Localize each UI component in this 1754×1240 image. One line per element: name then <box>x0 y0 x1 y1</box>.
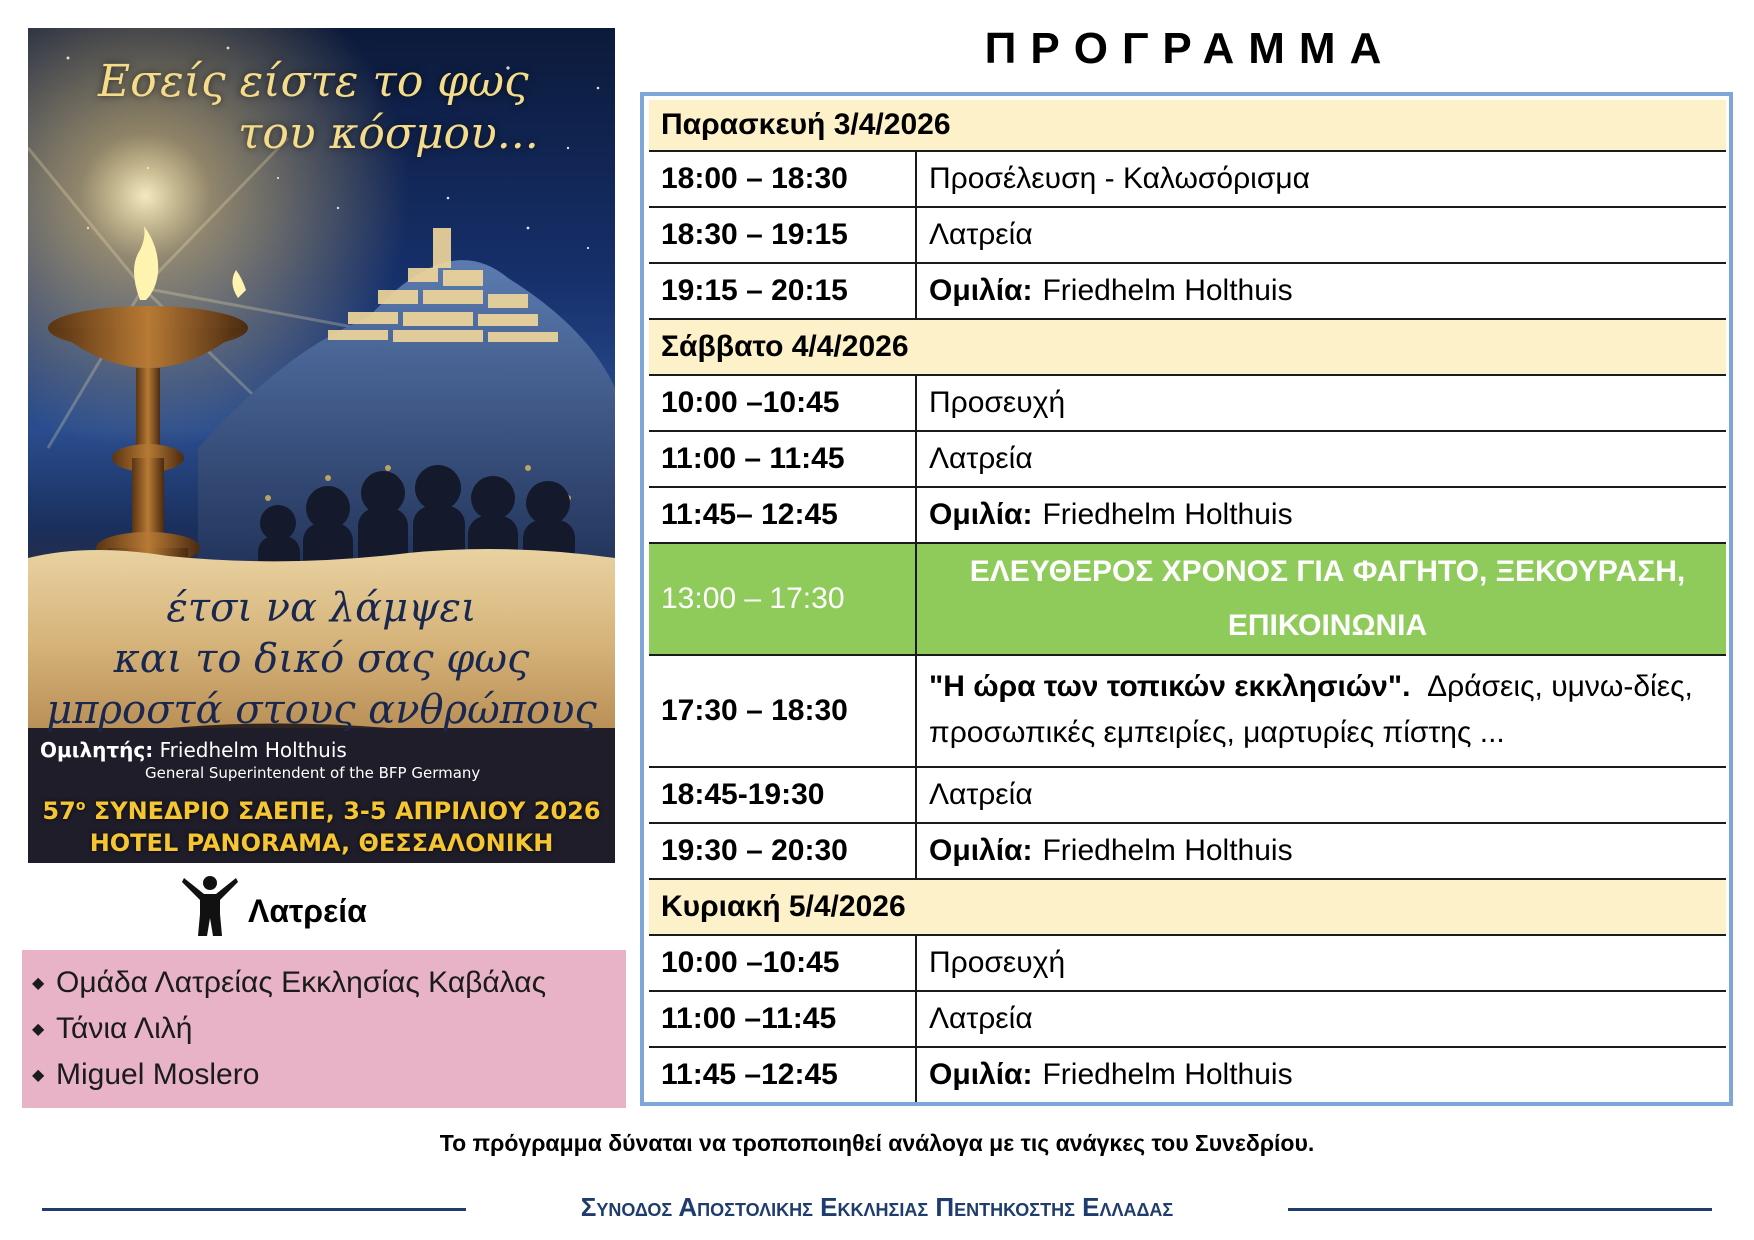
session-description <box>917 936 1726 990</box>
poster-speaker-role: General Superintendent of the BFP Germany <box>145 764 481 782</box>
schedule-row <box>649 264 1726 320</box>
session-time: 19:30 – 20:30 <box>649 824 917 878</box>
session-description <box>917 656 1726 766</box>
session-time: 10:00 –10:45 <box>649 376 917 430</box>
schedule-row <box>649 376 1726 432</box>
session-time: 13:00 – 17:30 <box>649 544 917 654</box>
worship-team-list <box>22 950 626 1108</box>
session-description <box>917 824 1726 878</box>
session-type: Ομιλία: <box>929 498 1033 531</box>
session-text: Προσευχή <box>929 386 1066 419</box>
session-type: Ομιλία: <box>929 1058 1033 1091</box>
worship-heading <box>182 876 367 936</box>
worship-heading-label: Λατρεία <box>248 893 367 929</box>
session-text: Προσευχή <box>929 946 1066 979</box>
session-description <box>917 768 1726 822</box>
poster-conference-number: 57 <box>42 797 76 825</box>
session-text: Λατρεία <box>929 778 1033 811</box>
session-type: "Η ώρα των τοπικών εκκλησιών". <box>929 670 1411 703</box>
session-text: Friedhelm Holthuis <box>1042 274 1293 307</box>
organization-name: Συνοδος Αποστολικης Εκκλησιας Πεντηκοστης Ελλαδας <box>580 1192 1174 1222</box>
poster-title <box>98 56 558 160</box>
session-time: 18:45-19:30 <box>649 768 917 822</box>
list-item <box>32 1052 626 1098</box>
programme-note: Το πρόγραμμα δύναται να τροποποιηθεί ανάλογα με τις ανάγκες του Συνεδρίου. <box>439 1130 1315 1156</box>
session-text: Λατρεία <box>929 442 1033 475</box>
schedule-row-free-time <box>649 544 1726 656</box>
schedule-row <box>649 936 1726 992</box>
session-description <box>917 376 1726 430</box>
poster-speaker <box>40 738 600 782</box>
bullet-icon: ◆ <box>32 975 45 992</box>
session-description <box>917 1048 1726 1102</box>
poster-speaker-label: Ομιλητής: <box>40 738 154 762</box>
conference-poster <box>28 28 615 863</box>
schedule-table <box>640 92 1733 1106</box>
poster-verse-line1: έτσι να λάμψει <box>166 585 477 631</box>
poster-title-line2: του κόσμου... <box>238 108 539 159</box>
worshipper-icon <box>182 874 238 936</box>
poster-verse-line2: και το δικό σας φως <box>113 636 530 682</box>
session-time: 10:00 –10:45 <box>649 936 917 990</box>
worship-item-label: Miguel Moslero <box>56 1058 260 1091</box>
list-item <box>32 960 626 1006</box>
session-text: ΕΛΕΥΘΕΡΟΣ ΧΡΟΝΟΣ ΓΙΑ ΦΑΓΗΤΟ, ΞΕΚΟΥΡΑΣΗ, ΕΠΙΚΟΙΝΩΝΙΑ <box>969 555 1686 642</box>
session-type: Ομιλία: <box>929 834 1033 867</box>
schedule-row <box>649 992 1726 1048</box>
session-text: Προσέλευση - Καλωσόρισμα <box>929 162 1310 195</box>
session-text: Δράσεις, υμνω-δίες, προσωπικές εμπειρίες, μαρτυρίες πίστης ... <box>929 670 1693 749</box>
schedule-row <box>649 208 1726 264</box>
session-time: 11:45– 12:45 <box>649 488 917 542</box>
session-time: 19:15 – 20:15 <box>649 264 917 318</box>
schedule-row <box>649 152 1726 208</box>
poster-conference <box>28 790 615 859</box>
list-item <box>32 1006 626 1052</box>
bullet-icon: ◆ <box>32 1067 45 1084</box>
poster-conference-ordinal: ο <box>75 798 86 814</box>
session-time: 18:30 – 19:15 <box>649 208 917 262</box>
schedule-row <box>649 656 1726 768</box>
session-description <box>917 544 1726 654</box>
schedule-row <box>649 1048 1726 1102</box>
session-time: 11:00 – 11:45 <box>649 432 917 486</box>
session-text: Friedhelm Holthuis <box>1042 1058 1293 1091</box>
session-text: Λατρεία <box>929 218 1033 251</box>
session-time: 11:45 –12:45 <box>649 1048 917 1102</box>
programme-title: ΠΡΟΓΡΑΜΜΑ <box>984 24 1396 73</box>
session-text: Λατρεία <box>929 1002 1033 1035</box>
poster-title-line1: Εσείς είστε το φως <box>98 56 529 107</box>
schedule-row <box>649 432 1726 488</box>
bullet-icon: ◆ <box>32 1021 45 1038</box>
poster-speaker-name: Friedhelm Holthuis <box>159 738 347 762</box>
poster-conference-text: ΣΥΝΕΔΡΙΟ ΣΑΕΠΕ, 3-5 ΑΠΡΙΛΙΟΥ 2026 <box>85 797 601 825</box>
poster-verse-line3: μπροστά στους ανθρώπους <box>46 687 597 733</box>
session-time: 17:30 – 18:30 <box>649 656 917 766</box>
poster-venue: HOTEL PANORAMA, ΘΕΣΣΑΛΟΝΙΚΗ <box>89 829 554 857</box>
schedule-row <box>649 824 1726 880</box>
session-description <box>917 488 1726 542</box>
day-header: Παρασκευή 3/4/2026 <box>649 100 1726 152</box>
session-text: Friedhelm Holthuis <box>1042 498 1293 531</box>
session-description <box>917 264 1726 318</box>
poster-conference-line <box>28 790 615 827</box>
worship-item-label: Ομάδα Λατρείας Εκκλησίας Καβάλας <box>56 966 547 999</box>
day-header: Κυριακή 5/4/2026 <box>649 880 1726 936</box>
session-description <box>917 432 1726 486</box>
session-type: Ομιλία: <box>929 274 1033 307</box>
day-header: Σάββατο 4/4/2026 <box>649 320 1726 376</box>
session-description <box>917 992 1726 1046</box>
session-description <box>917 152 1726 206</box>
schedule-row <box>649 488 1726 544</box>
schedule-row <box>649 768 1726 824</box>
worship-item-label: Τάνια Λιλή <box>56 1012 193 1045</box>
session-time: 18:00 – 18:30 <box>649 152 917 206</box>
poster-verse <box>36 583 607 753</box>
session-time: 11:00 –11:45 <box>649 992 917 1046</box>
session-description <box>917 208 1726 262</box>
session-text: Friedhelm Holthuis <box>1042 834 1293 867</box>
